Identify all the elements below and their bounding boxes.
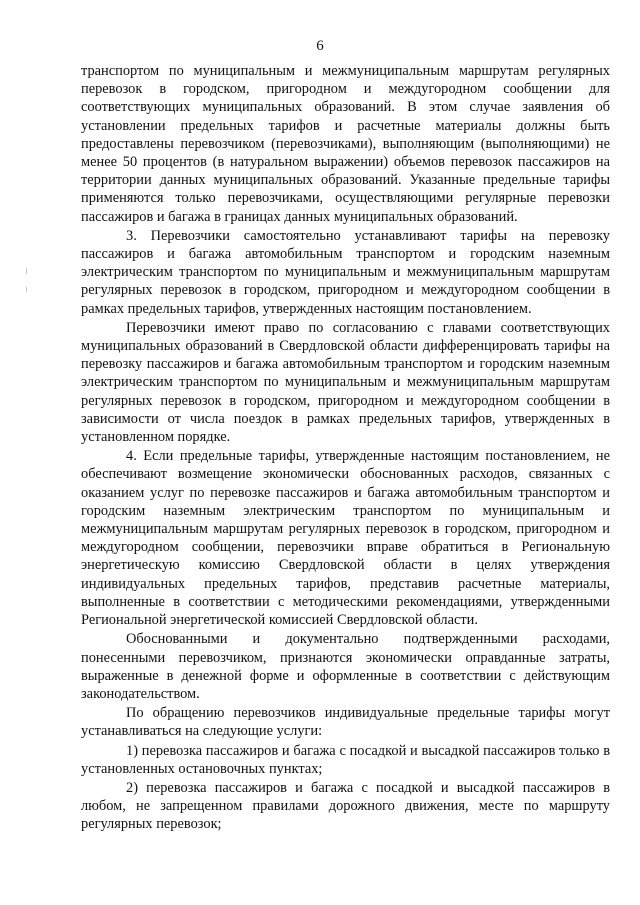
paragraph-clause-3: 3. Перевозчики самостоятельно устанавливают тарифы на перевозку пассажиров и багажа автомобильным транспортом и городским наземным электрическим транспортом по муниципальным и межмуниципальным маршрутам регулярных перевозок в городском, пригородном и междугородном сообщении в рамках предельных тарифов, утвержденных настоящим постановлением. xyxy=(81,227,610,317)
document-body xyxy=(81,62,610,834)
margin-mark xyxy=(26,287,27,292)
paragraph-clause-4: 4. Если предельные тарифы, утвержденные настоящим постановлением, не обеспечивают возмещение экономически обоснованных расходов, связанных с оказанием услуг по перевозке пассажиров и багажа автомобильным транспортом и городским наземным электрическим транспортом по муниципальным и межмуниципальным маршрутам регулярных перевозок в городском, пригородном и междугородном сообщении, перевозчики вправе обратиться в Региональную энергетическую комиссию Свердловской области в целях утверждения индивидуальных предельных тарифов, представив расчетные материалы, выполненные в соответствии с методическими рекомендациями, утвержденными Региональной энергетической комиссией Свердловской области. xyxy=(81,448,610,629)
paragraph-continuation: транспортом по муниципальным и межмуниципальным маршрутам регулярных перевозок в городском, пригородном и междугородном сообщении для соответствующих муниципальных образований. В этом случае заявления об установлении предельных тарифов и расчетные материалы должны быть предоставлены перевозчиком (перевозчиками), выполняющим (выполняющими) не менее 50 процентов (в натуральном выражении) объемов перевозок пассажиров на территории данных муниципальных образований. Указанные предельные тарифы применяются только перевозчиками, осуществляющими регулярные перевозки пассажиров и багажа в границах данных муниципальных образований. xyxy=(81,63,610,225)
paragraph-justified-expenses: Обоснованными и документально подтвержденными расходами, понесенными перевозчиком, признаются экономически оправданные затраты, выраженные в денежной форме и оформленные в соответствии с действующим законодательством. xyxy=(81,631,610,702)
margin-mark xyxy=(26,268,27,274)
list-item-2: 2) перевозка пассажиров и багажа с посадкой и высадкой пассажиров в любом, не запрещенном правилами дорожного движения, месте по маршруту регулярных перевозок; xyxy=(81,779,610,833)
paragraph-individual-tariffs: По обращению перевозчиков индивидуальные предельные тарифы могут устанавливаться на следующие услуги: xyxy=(81,705,610,740)
paragraph-differentiation: Перевозчики имеют право по согласованию с главами соответствующих муниципальных образований в Свердловской области дифференцировать тарифы на перевозку пассажиров и багажа автомобильным транспортом и городским наземным электрическим транспортом по муниципальным и межмуниципальным маршрутам регулярных перевозок в городском, пригородном и междугородном сообщении в зависимости от числа поездок в рамках предельных тарифов, утвержденных в установленном порядке. xyxy=(81,319,610,446)
list-item-1: 1) перевозка пассажиров и багажа с посадкой и высадкой пассажиров только в установленных остановочных пунктах; xyxy=(81,742,610,777)
page-number: 6 xyxy=(316,38,324,54)
